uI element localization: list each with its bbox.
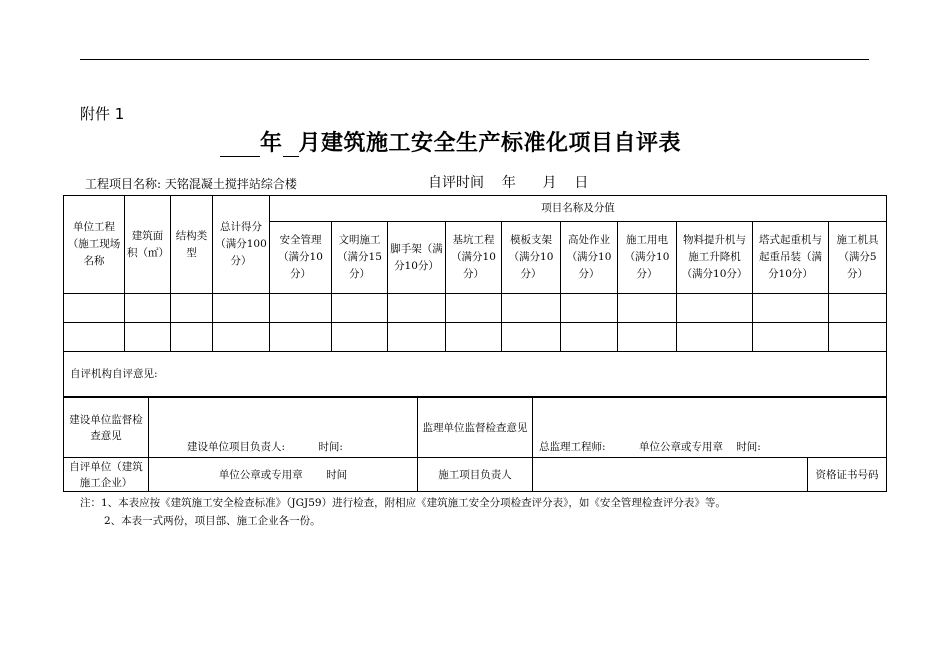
score-table bbox=[63, 195, 887, 397]
data-cell[interactable] bbox=[677, 323, 753, 352]
header-item-group: 项目名称及分值 bbox=[270, 196, 887, 222]
attachment-label: 附件 1 bbox=[80, 105, 125, 123]
data-cell[interactable] bbox=[171, 294, 213, 323]
data-cell[interactable] bbox=[677, 294, 753, 323]
project-leader-label: 施工项目负责人 bbox=[418, 458, 533, 492]
header-item: 文明施工（满分15分） bbox=[332, 222, 388, 294]
self-unit-seal-label: 单位公章或专用章 bbox=[218, 468, 303, 481]
header-structure-type: 结构类型 bbox=[171, 196, 213, 294]
builder-opinion-field[interactable] bbox=[149, 398, 418, 458]
supervisor-opinion-label: 监理单位监督检查意见 bbox=[418, 398, 533, 458]
data-cell[interactable] bbox=[332, 323, 388, 352]
header-item: 物料提升机与施工升降机（满分10分） bbox=[677, 222, 753, 294]
data-cell[interactable] bbox=[213, 323, 270, 352]
note-1: 注：1、本表应按《建筑施工安全检查标准》（JGJ59）进行检查，附相应《建筑施工安全分项检查评分表》，如《安全管理检查评分表》等。 bbox=[80, 497, 726, 509]
data-cell[interactable] bbox=[618, 323, 677, 352]
supervisor-engineer-label: 总监理工程师: bbox=[539, 441, 606, 453]
table-row bbox=[64, 323, 887, 352]
cert-no-label: 资格证书号码 bbox=[808, 458, 887, 492]
header-item: 模板支架（满分10分） bbox=[502, 222, 561, 294]
data-cell[interactable] bbox=[753, 323, 829, 352]
project-line bbox=[85, 175, 297, 192]
supervisor-opinion-field[interactable] bbox=[533, 398, 887, 458]
data-cell[interactable] bbox=[213, 294, 270, 323]
year-blank bbox=[220, 134, 260, 157]
month-blank bbox=[283, 134, 299, 157]
self-unit-time-label: 时间 bbox=[326, 468, 348, 481]
note-2: 2、本表一式两份，项目部、施工企业各一份。 bbox=[104, 515, 321, 527]
project-label: 工程项目名称: bbox=[85, 177, 162, 191]
supervisor-time-label: 时间: bbox=[736, 441, 761, 453]
data-cell[interactable] bbox=[502, 323, 561, 352]
data-cell[interactable] bbox=[618, 294, 677, 323]
header-total-score: 总计得分（满分100分） bbox=[213, 196, 270, 294]
header-building-area: 建筑面积（㎡） bbox=[125, 196, 171, 294]
data-cell[interactable] bbox=[125, 323, 171, 352]
title-year: 年 bbox=[260, 130, 283, 156]
data-cell[interactable] bbox=[446, 294, 502, 323]
data-cell[interactable] bbox=[829, 323, 887, 352]
self-unit-label: 自评单位（建筑施工企业） bbox=[64, 458, 149, 492]
header-item: 高处作业（满分10分） bbox=[561, 222, 618, 294]
data-cell[interactable] bbox=[388, 294, 446, 323]
header-unit-project: 单位工程（施工现场名称 bbox=[64, 196, 125, 294]
page-title bbox=[220, 126, 681, 157]
project-leader-field[interactable] bbox=[533, 458, 808, 492]
data-cell[interactable] bbox=[171, 323, 213, 352]
header-item: 脚手架（满分10分） bbox=[388, 222, 446, 294]
header-item: 基坑工程（满分10分） bbox=[446, 222, 502, 294]
table-row bbox=[64, 294, 887, 323]
top-rule bbox=[80, 59, 869, 60]
title-main: 月建筑施工安全生产标准化项目自评表 bbox=[298, 130, 682, 156]
data-cell[interactable] bbox=[829, 294, 887, 323]
builder-opinion-label: 建设单位监督检查意见 bbox=[64, 398, 149, 458]
header-item: 安全管理（满分10分） bbox=[270, 222, 332, 294]
builder-sign-label: 建设单位项目负责人: bbox=[187, 441, 286, 453]
eval-time-year: 年 bbox=[501, 175, 516, 191]
data-cell[interactable] bbox=[561, 294, 618, 323]
data-cell[interactable] bbox=[332, 294, 388, 323]
data-cell[interactable] bbox=[561, 323, 618, 352]
data-cell[interactable] bbox=[446, 323, 502, 352]
builder-time-label: 时间: bbox=[318, 441, 343, 453]
notes bbox=[80, 494, 726, 530]
supervisor-seal-label: 单位公章或专用章 bbox=[638, 441, 723, 453]
data-cell[interactable] bbox=[64, 294, 125, 323]
project-name: 天铭混凝土搅拌站综合楼 bbox=[164, 177, 297, 191]
self-unit-seal-field[interactable] bbox=[149, 458, 418, 492]
header-item: 塔式起重机与起重吊装（满分10分） bbox=[753, 222, 829, 294]
eval-time bbox=[428, 172, 588, 192]
data-cell[interactable] bbox=[753, 294, 829, 323]
data-cell[interactable] bbox=[502, 294, 561, 323]
data-cell[interactable] bbox=[388, 323, 446, 352]
data-cell[interactable] bbox=[125, 294, 171, 323]
header-item: 施工机具（满分5分） bbox=[829, 222, 887, 294]
signature-table bbox=[63, 397, 887, 492]
header-item: 施工用电（满分10分） bbox=[618, 222, 677, 294]
data-cell[interactable] bbox=[64, 323, 125, 352]
eval-time-label: 自评时间 bbox=[428, 175, 484, 191]
self-eval-opinion[interactable]: 自评机构自评意见: bbox=[64, 352, 887, 397]
data-cell[interactable] bbox=[270, 294, 332, 323]
eval-time-month: 月 bbox=[542, 175, 557, 191]
data-cell[interactable] bbox=[270, 323, 332, 352]
eval-time-day: 日 bbox=[574, 175, 589, 191]
